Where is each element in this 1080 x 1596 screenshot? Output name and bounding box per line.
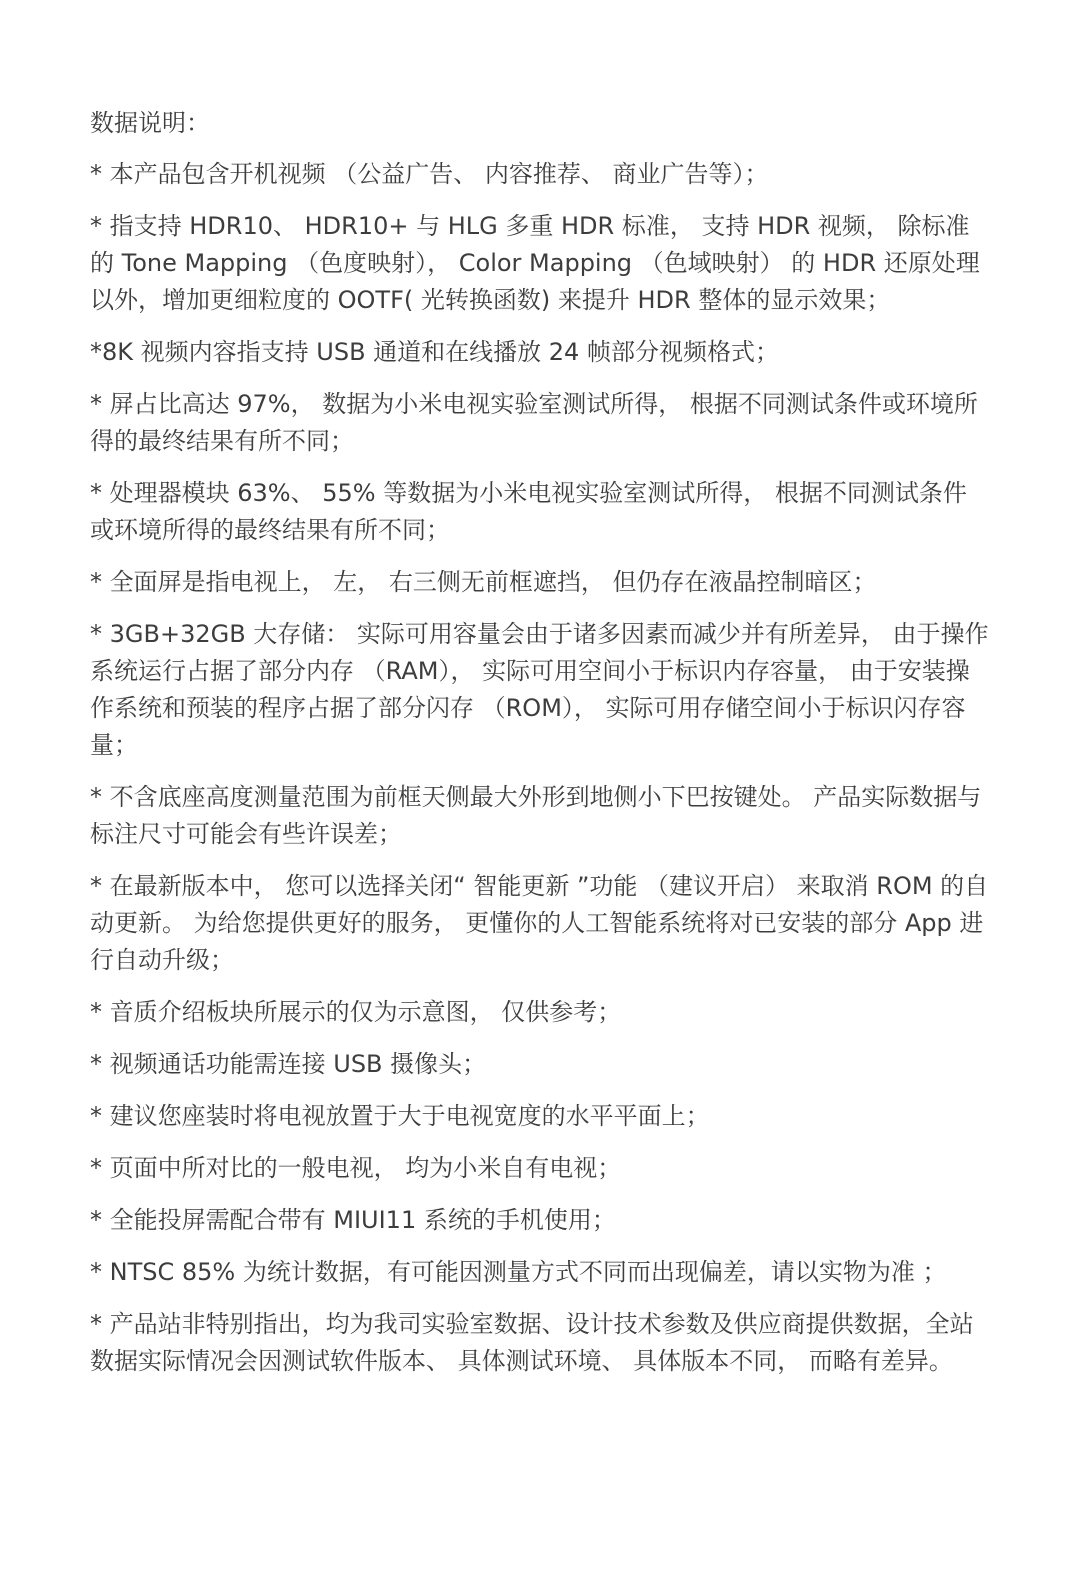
note-item: * NTSC 85% 为统计数据，有可能因测量方式不同而出现偏差，请以实物为准 ； xyxy=(90,1258,947,1286)
note-item: * 音质介绍板块所展示的仅为示意图， 仅供参考； xyxy=(90,998,622,1026)
note-item: * 不含底座高度测量范围为前框天侧最大外形到地侧小下巴按键处。 产品实际数据与标注尺寸可能会有些许误差； xyxy=(90,783,982,848)
note-item: * 建议您座装时将电视放置于大于电视宽度的水平平面上； xyxy=(90,1102,710,1130)
note-item: * 产品站非特别指出，均为我司实验室数据、设计技术参数及供应商提供数据，全站数据实际情况会因测试软件版本、 具体测试环境、 具体版本不同， 而略有差异。 xyxy=(90,1310,974,1375)
notes-list xyxy=(90,156,990,1380)
note-item: * 全能投屏需配合带有 MIUI11 系统的手机使用； xyxy=(90,1206,616,1234)
note-item: * 全面屏是指电视上， 左， 右三侧无前框遮挡， 但仍存在液晶控制暗区； xyxy=(90,568,877,596)
page-title: 数据说明： xyxy=(90,109,210,137)
note-item: * 处理器模块 63%、 55% 等数据为小米电视实验室测试所得， 根据不同测试条件或环境所得的最终结果有所不同； xyxy=(90,479,967,544)
note-item: * 页面中所对比的一般电视， 均为小米自有电视； xyxy=(90,1154,622,1182)
note-item: * 在最新版本中， 您可以选择关闭“ 智能更新 ”功能 （建议开启） 来取消 ROM 的自动更新。 为给您提供更好的服务， 更懂你的人工智能系统将对已安装的部分 App 进行自动升级； xyxy=(90,872,989,974)
note-item: * 视频通话功能需连接 USB 摄像头； xyxy=(90,1050,487,1078)
note-item: * 指支持 HDR10、 HDR10+ 与 HLG 多重 HDR 标准， 支持 HDR 视频， 除标准的 Tone Mapping （色度映射）， Color Mapping （色域映射） 的 HDR 还原处理以外，增加更细粒度的 OOTF( 光转换函数) 来提升 HDR 整体的显示效果； xyxy=(90,212,980,314)
note-item: * 屏占比高达 97%， 数据为小米电视实验室测试所得， 根据不同测试条件或环境所得的最终结果有所不同； xyxy=(90,390,978,455)
note-item: * 本产品包含开机视频 （公益广告、 内容推荐、 商业广告等）； xyxy=(90,160,769,188)
note-item: * 3GB+32GB 大存储： 实际可用容量会由于诸多因素而减少并有所差异， 由于操作系统运行占据了部分内存 （RAM）， 实际可用空间小于标识内存容量， 由于安装操作系统和预装的程序占据了部分闪存 （ROM）， 实际可用存储空间小于标识闪存容量； xyxy=(90,620,989,759)
note-item: *8K 视频内容指支持 USB 通道和在线播放 24 帧部分视频格式； xyxy=(90,338,779,366)
